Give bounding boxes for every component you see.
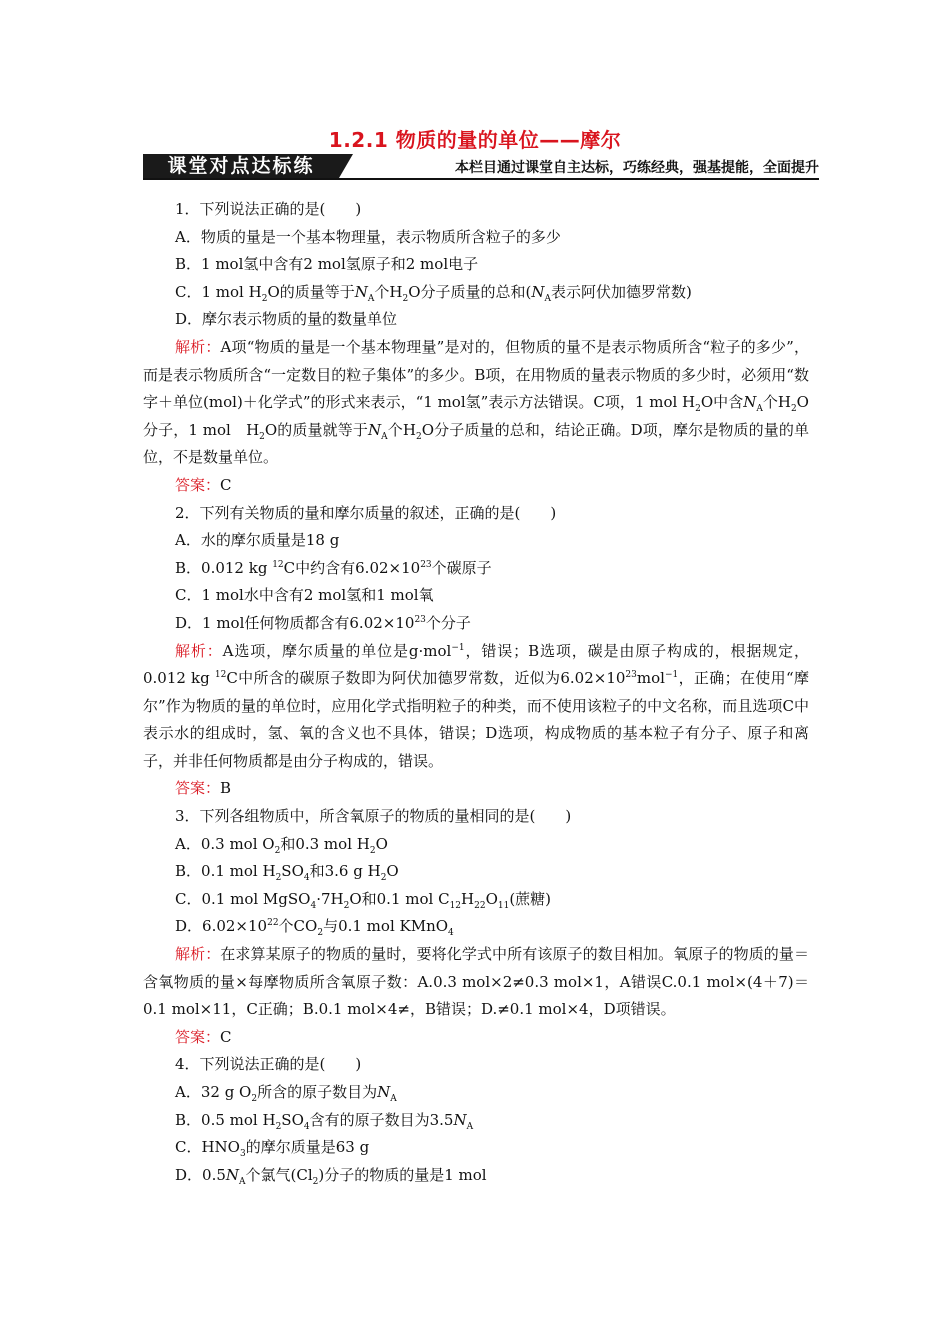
answer-label: 答案： (175, 779, 221, 798)
q1-option-a: A．物质的量是一个基本物理量，表示物质所含粒子的多少 (175, 227, 561, 246)
q3-analysis: 解析：在求算某原子的物质的量时，要将化学式中所有该原子的数目相加。氧原子的物质的量＝含氧物质的量×每摩物质所含氧原子数：A.0.3 mol×2≠0.3 mol×1，A错误C.0.1 mol×(4＋7)＝0.1 mol×11，C正确；B.0.1 mol×4≠，B错误；D.≠0.1 mol×4，D项错误。 (143, 945, 809, 1019)
q1-answer: 答案：C (175, 475, 232, 494)
q1-stem: 1．下列说法正确的是( ) (175, 200, 362, 218)
analysis-label: 解析： (175, 337, 221, 356)
q3-option-c: C．0.1 mol $MgSO_4\cdot 7H_2O$和0.1 mol $C_{12}H_{22}O_{11}$(蔗糖) (175, 889, 552, 911)
q3-option-d: D．$6.02\times 10^{22}$个$CO_2$与0.1 mol KMnO$_4$ (175, 917, 454, 939)
answer-label: 答案： (175, 475, 221, 494)
q2-answer: 答案：B (175, 779, 232, 798)
q3-option-b: B．0.1 mol $H_2SO_4$和3.6 g $H_2O$ (175, 862, 399, 884)
q4-option-b: B．0.5 mol $H_2SO_4$含有的原子数目为$3.5N_A$ (175, 1110, 474, 1132)
q4-stem: 4．下列说法正确的是( ) (175, 1055, 362, 1074)
q3-stem: 3．下列各组物质中，所含氧原子的物质的量相同的是( ) (175, 807, 572, 826)
q1-analysis: 解析：A项“物质的量是一个基本物理量”是对的，但物质的量不是表示物质所含“粒子的多少”，而是表示物质所含“一定数目的粒子集体”的多少。B项，在用物质的量表示物质的多少时，必须用“数字＋单位(mol)＋化学式”的形式来表示，“1 mol氢”表示方法错误。C项，1 mol $H_2O$中含$N_A$个$H_2O$分子，1 mol $H_2O$的质量就等于$N_A$个$H_2O$分子质量的总和，结论正确。D项，摩尔是物质的量的单位，不是数量单位。 (143, 337, 809, 467)
answer-label: 答案： (175, 1027, 221, 1046)
q1-option-b: B．1 mol氢中含有2 mol氢原子和2 mol电子 (175, 255, 479, 274)
q2-option-a: A．水的摩尔质量是18 g (175, 531, 340, 550)
analysis-label: 解析： (175, 945, 221, 964)
q2-option-c: C．1 mol水中含有2 mol氢和1 mol氧 (175, 586, 434, 605)
question-list (143, 196, 809, 1189)
q1-option-c: C．1 mol $H_2O$的质量等于$N_A$个$H_2O$分子质量的总和($N_A$表示阿伏加德罗常数) (175, 282, 692, 304)
analysis-label: 解析： (175, 641, 223, 660)
banner-label: 课堂对点达标练 (143, 154, 339, 178)
q3-option-a: A．0.3 mol $O_2$和0.3 mol $H_2O$ (175, 834, 388, 856)
q4-option-a: A．32 g $O_2$所含的原子数目为$N_A$ (175, 1083, 397, 1104)
q1-option-d: D．摩尔表示物质的量的数量单位 (175, 310, 398, 329)
q2-analysis: 解析：A选项，摩尔质量的单位是g·mol$^{-1}$，错误；B选项，碳是由原子构成的，根据规定，0.012 kg $^{12}$C中所含的碳原子数即为阿伏加德罗常数，近似为$6.02\times 10^{23}mol^{-1}$，正确；在使用“摩尔”作为物质的量的单位时，应用化学式指明粒子的种类，而不使用该粒子的中文名称，而且选项C中表示水的组成时，氢、氧的含义也不具体，错误；D选项，构成物质的基本粒子有分子、原子和离子，并非任何物质都是由分子构成的，错误。 (143, 641, 809, 770)
q2-option-d: D．1 mol任何物质都含有$6.02\times 10^{23}$个分子 (175, 613, 471, 632)
section-banner (143, 154, 819, 180)
q2-option-b: B．0.012 kg $^{12}$C中约含有$6.02\times 10^{23}$个碳原子 (175, 558, 492, 577)
page-title: 1.2.1 物质的量的单位——摩尔 (328, 128, 622, 152)
q4-option-d: D．$0.5N_A$个氯气$(Cl_2)$分子的物质的量是1 mol (175, 1165, 487, 1187)
q4-option-c: C．$HNO_3$的摩尔质量是63 g (175, 1138, 370, 1160)
q3-answer: 答案：C (175, 1027, 232, 1046)
banner-description: 本栏目通过课堂自主达标，巧练经典，强基提能，全面提升 (455, 160, 819, 176)
q2-stem: 2．下列有关物质的量和摩尔质量的叙述，正确的是( ) (175, 503, 557, 522)
